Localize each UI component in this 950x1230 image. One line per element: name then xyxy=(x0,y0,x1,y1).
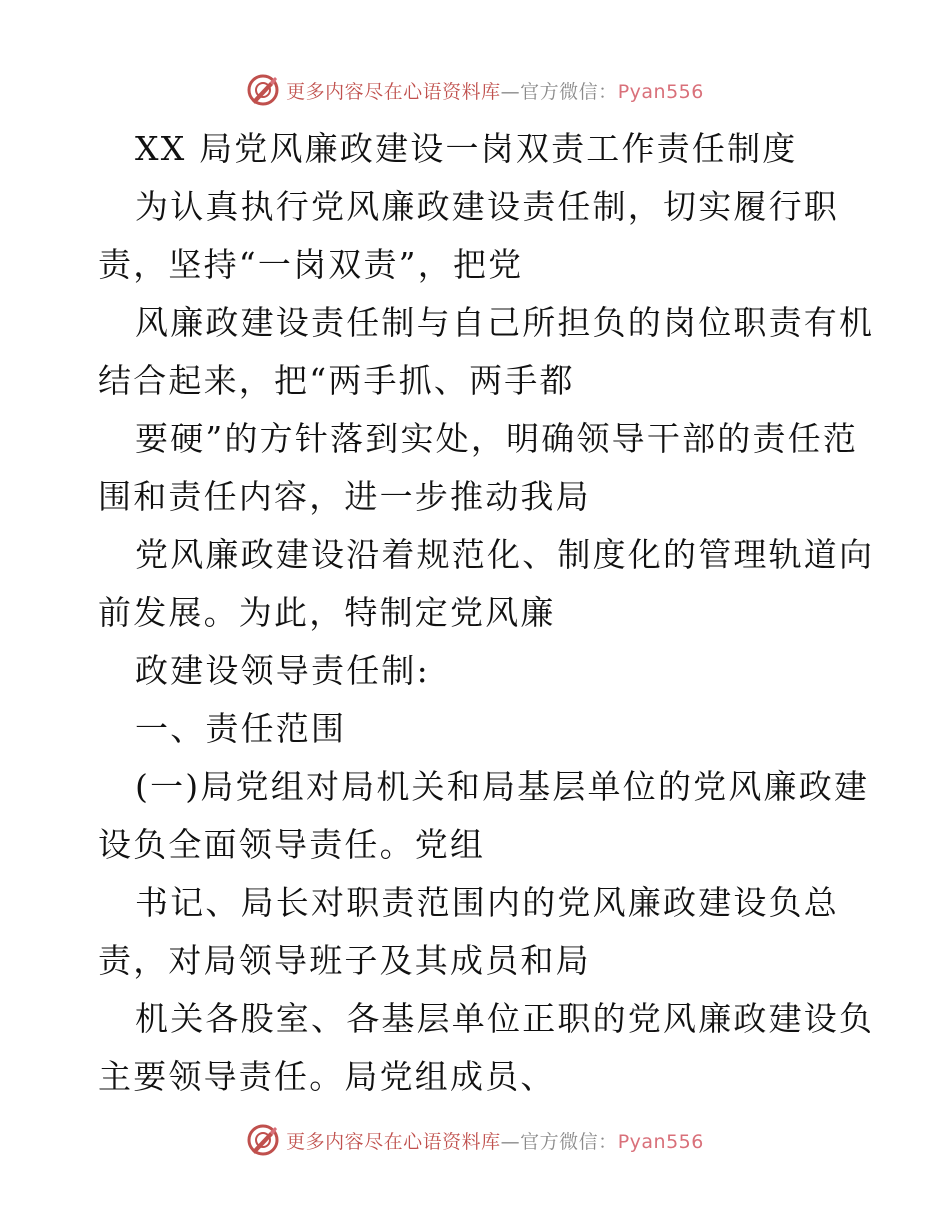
paragraph-line: 机关各股室、各基层单位正职的党风廉政建设负 xyxy=(135,999,875,1038)
paragraph-line: 风廉政建设责任制与自己所担负的岗位职责有机 xyxy=(135,303,875,342)
paragraph-line: 结合起来，把“两手抓、两手都 xyxy=(98,361,575,400)
section-heading: 一、责任范围 xyxy=(135,709,347,748)
watermark-id: Pyan556 xyxy=(617,80,704,103)
watermark-label: 官方微信： xyxy=(520,1130,618,1153)
watermark-title: 更多内容尽在心语资料库 xyxy=(286,1130,501,1153)
paragraph-line: 责，坚持“一岗双责”，把党 xyxy=(98,245,524,284)
watermark-title: 更多内容尽在心语资料库 xyxy=(286,80,501,103)
paragraph-line: 责，对局领导班子及其成员和局 xyxy=(98,941,591,980)
watermark-dash: — xyxy=(500,1130,521,1153)
paragraph-line: 要硬”的方针落到实处，明确领导干部的责任范 xyxy=(135,419,859,458)
paragraph-line: 为认真执行党风廉政建设责任制，切实履行职 xyxy=(135,187,839,226)
paragraph-line: 政建设领导责任制: xyxy=(135,651,430,690)
watermark-id: Pyan556 xyxy=(617,1130,704,1153)
watermark-header xyxy=(0,70,950,110)
document-title: XX 局党风廉政建设一岗双责工作责任制度 xyxy=(135,129,798,168)
paragraph-line: 围和责任内容，进一步推动我局 xyxy=(98,477,591,516)
paragraph-line: 设负全面领导责任。党组 xyxy=(98,825,486,864)
watermark-dash: — xyxy=(500,80,521,103)
paragraph-line: 前发展。为此，特制定党风廉 xyxy=(98,593,556,632)
pen-logo-icon xyxy=(246,73,280,107)
paragraph-line: (一)局党组对局机关和局基层单位的党风廉政建 xyxy=(135,767,870,806)
paragraph-line: 党风廉政建设沿着规范化、制度化的管理轨道向 xyxy=(135,535,875,574)
pen-logo-icon xyxy=(246,1123,280,1157)
paragraph-line: 书记、局长对职责范围内的党风廉政建设负总 xyxy=(135,883,839,922)
paragraph-line: 主要领导责任。局党组成员、 xyxy=(98,1057,556,1096)
watermark-label: 官方微信： xyxy=(520,80,618,103)
watermark-footer xyxy=(0,1120,950,1160)
